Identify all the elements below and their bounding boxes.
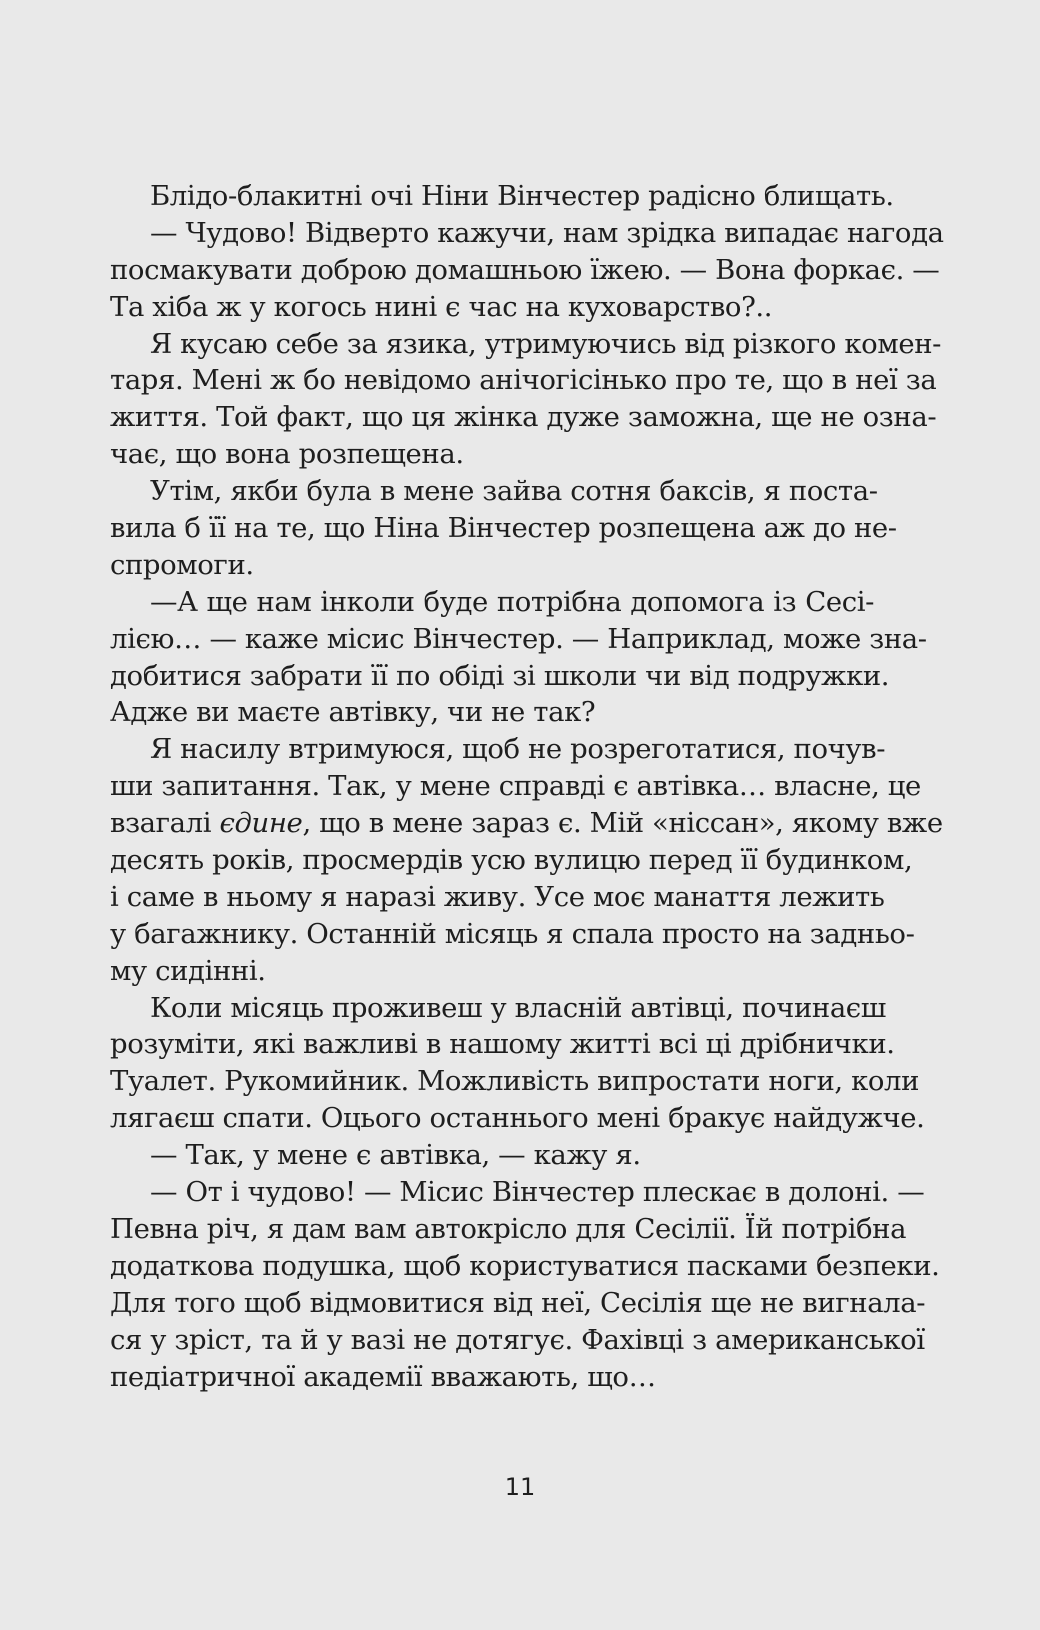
text-line: взагалі єдине, що в мене зараз є. Мій «ніссан», якому вже [110,807,943,840]
text-line: лягаєш спати. Оцього останнього мені бракує найдужче. [110,1102,925,1135]
text-line: ши запитання. Так, у мене справді є автівка… власне, це [110,770,921,803]
text-line: посмакувати доброю домашньою їжею. — Вона форкає. — [110,253,940,286]
text-line: і саме в ньому я наразі живу. Усе моє манаття лежить [110,880,885,913]
text-line: Блідо-блакитні очі Ніни Вінчестер радісно блищать. [150,180,894,212]
text-line: чає, що вона розпещена. [110,438,464,471]
text-line: му сидінні. [110,954,266,987]
text-line: ся у зріст, та й у вазі не дотягує. Фахівці з американської [110,1323,925,1356]
text-line: Для того щоб відмовитися від неї, Сесілія ще не вигнала- [110,1286,926,1319]
text-line: педіатричної академії вважають, що… [110,1360,656,1393]
text-line: десять років, просмердів усю вулицю перед її будинком, [110,844,913,877]
text-line: —А ще нам інколи буде потрібна допомога із Сесі- [150,585,874,618]
body-text [110,178,944,1395]
text-line: Туалет. Рукомийник. Можливість випростати ноги, коли [110,1065,920,1098]
text-line: Адже ви маєте автівку, чи не так? [110,696,596,729]
text-line: — Чудово! Відверто кажучи, нам зрідка випадає нагода [150,216,944,249]
text-line: життя. Той факт, що ця жінка дуже заможна, ще не озна- [110,401,937,434]
text-line: таря. Мені ж бо невідомо анічогісінько про те, що в неї за [110,364,937,397]
text-line: Утім, якби була в мене зайва сотня баксів, я поста- [150,475,878,508]
text-line: вила б її на те, що Ніна Вінчестер розпещена аж до не- [110,512,897,545]
text-line: лією… — каже місис Вінчестер. — Наприклад, може зна- [110,622,927,655]
text-line: Я кусаю себе за язика, утримуючись від різкого комен- [150,327,942,360]
text-line: — От і чудово! — Місис Вінчестер плескає в долоні. — [150,1176,925,1209]
text-line: у багажнику. Останній місяць я спала просто на задньо- [110,917,915,950]
text-line: спромоги. [110,548,254,581]
text-line: Певна річ, я дам вам автокрісло для Сесілії. Їй потрібна [110,1212,907,1245]
text-line: розуміти, які важливі в нашому житті всі ці дрібнички. [110,1028,895,1061]
page-number: 11 [504,1473,536,1501]
text-line: Я насилу втримуюся, щоб не розреготатися, почув- [150,733,886,766]
text-line: Коли місяць проживеш у власній автівці, починаєш [150,991,886,1024]
text-line: добитися забрати її по обіді зі школи чи від подружки. [110,659,890,692]
text-line: Та хіба ж у когось нині є час на куховарство?.. [110,290,773,323]
text-line: додаткова подушка, щоб користуватися пасками безпеки. [110,1249,940,1282]
text-line: — Так, у мене є автівка, — кажу я. [150,1139,641,1172]
